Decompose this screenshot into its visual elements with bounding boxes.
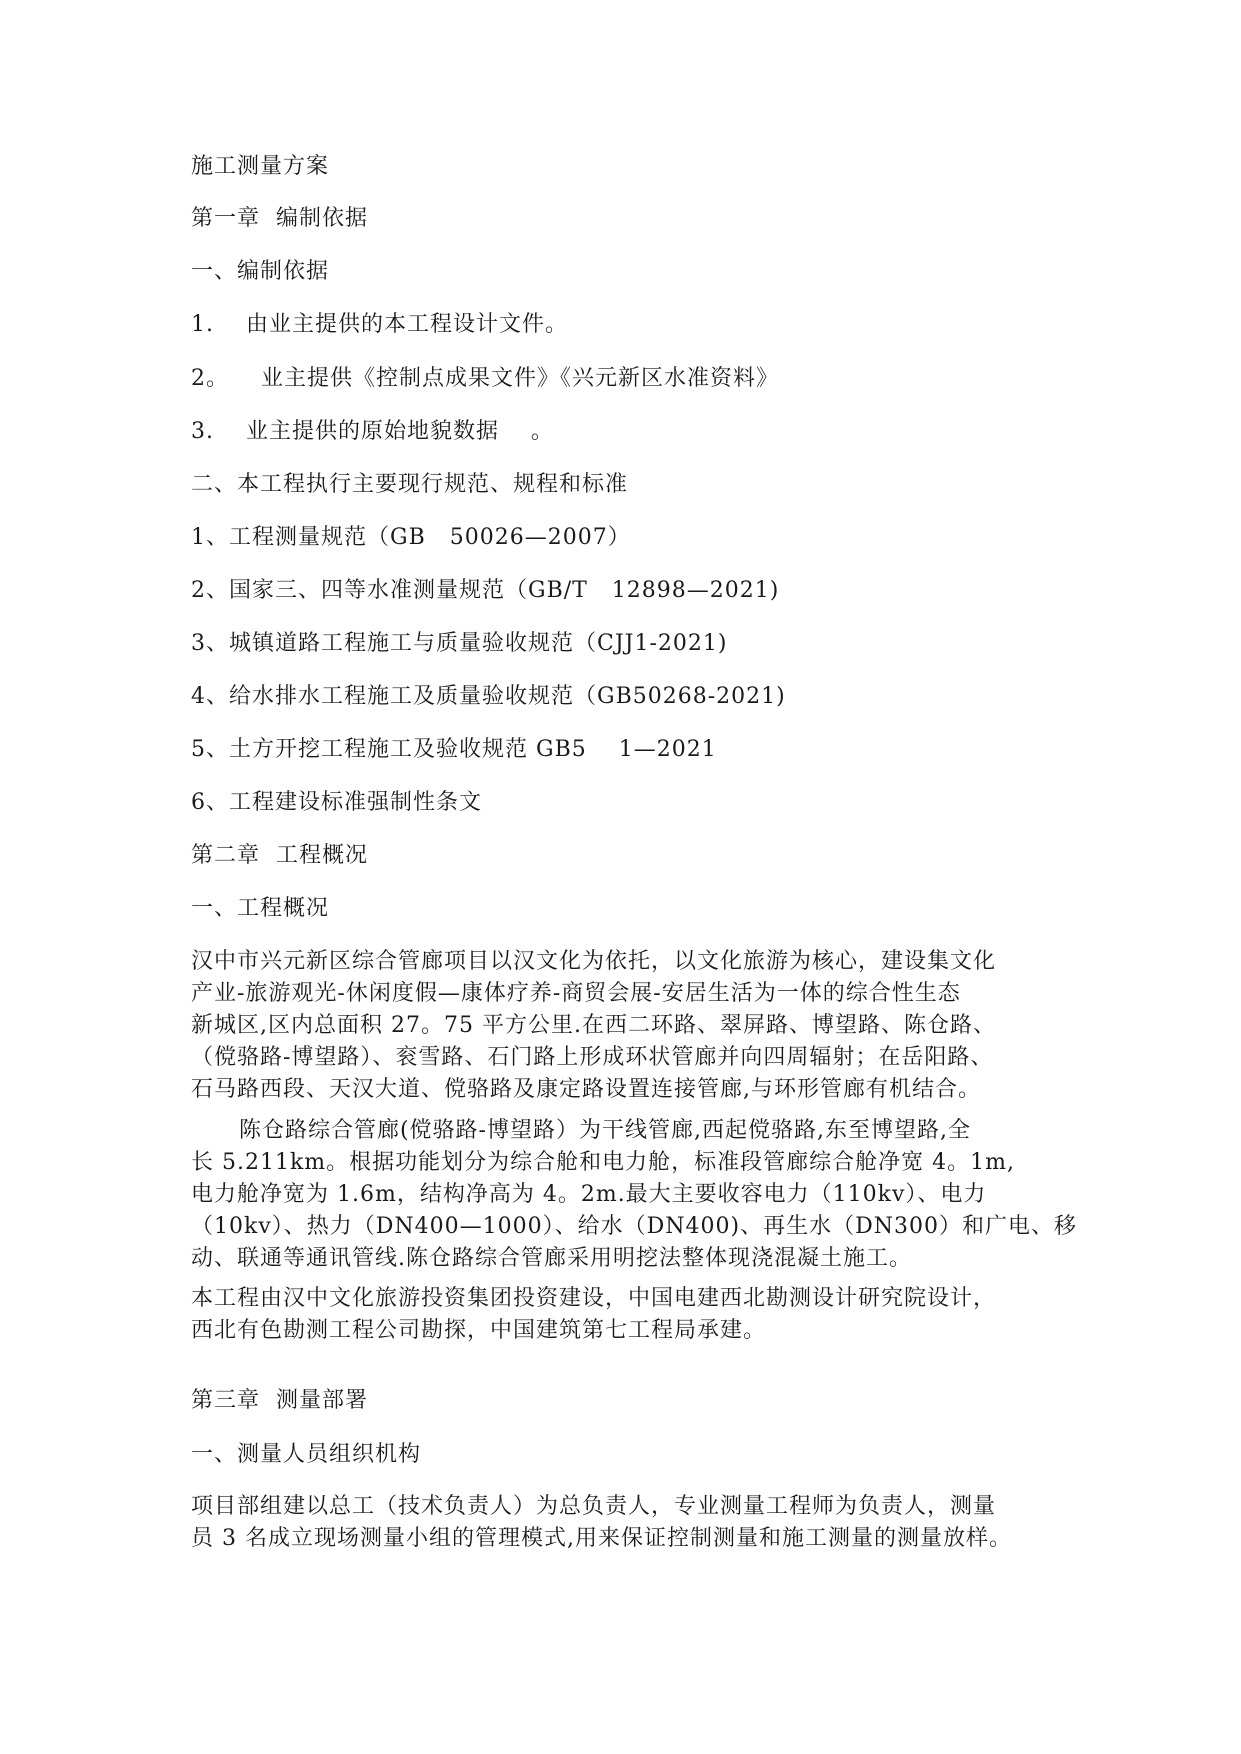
chapter-2-heading: 第二章 工程概况: [191, 843, 368, 868]
list-item: 2。 业主提供《控制点成果文件》《兴元新区水准资料》: [191, 366, 779, 391]
list-item: 1、工程测量规范（GB 50026—2007）: [191, 525, 631, 550]
section-3-1-heading: 一、测量人员组织机构: [191, 1442, 422, 1467]
paragraph-line: 长 5.211km。根据功能划分为综合舱和电力舱，标准段管廊综合舱净宽 4。1m,: [191, 1150, 1016, 1175]
paragraph-line: 动、联通等通讯管线.陈仓路综合管廊采用明挖法整体现浇混凝土施工。: [191, 1246, 912, 1271]
list-item: 1. 由业主提供的本工程设计文件。: [191, 312, 568, 337]
paragraph-line: 新城区,区内总面积 27。75 平方公里.在西二环路、翠屏路、博望路、陈仓路、: [191, 1013, 996, 1038]
chapter-1-heading: 第一章 编制依据: [191, 206, 368, 231]
document-title: 施工测量方案: [191, 154, 330, 179]
paragraph-line: （10kv）、热力（DN400—1000）、给水（DN400)、再生水（DN300）和广电、移: [191, 1214, 1077, 1239]
section-1-1-heading: 一、编制依据: [191, 259, 330, 284]
overview-paragraph-2: [191, 1115, 1077, 1275]
list-item: 3. 业主提供的原始地貌数据 。: [191, 419, 554, 444]
paragraph-line: 项目部组建以总工（技术负责人）为总负责人，专业测量工程师为负责人，测量: [191, 1494, 997, 1519]
paragraph-line: （傥骆路-博望路）、衮雪路、石门路上形成环状管廊并向四周辐射；在岳阳路、: [191, 1045, 994, 1070]
list-item: 4、给水排水工程施工及质量验收规范（GB50268-2021): [191, 684, 786, 709]
list-item: 6、工程建设标准强制性条文: [191, 790, 482, 815]
section-1-2-heading: 二、本工程执行主要现行规范、规程和标准: [191, 472, 629, 497]
organization-paragraph: [191, 1491, 1053, 1555]
list-item: 3、城镇道路工程施工与质量验收规范（CJJ1-2021): [191, 631, 728, 656]
list-item: 2、国家三、四等水准测量规范（GB/T 12898—2021): [191, 578, 780, 603]
paragraph-line: 电力舱净宽为 1.6m，结构净高为 4。2m.最大主要收容电力（110kv）、电力: [191, 1182, 987, 1207]
paragraph-line: 产业-旅游观光-休闲度假—康体疗养-商贸会展-安居生活为一体的综合性生态: [191, 981, 961, 1006]
paragraph-line: 员 3 名成立现场测量小组的管理模式,用来保证控制测量和施工测量的测量放样。: [191, 1526, 1012, 1551]
paragraph-line: 汉中市兴元新区综合管廊项目以汉文化为依托，以文化旅游为核心，建设集文化: [191, 949, 997, 974]
paragraph-line: 陈仓路综合管廊(傥骆路-博望路）为干线管廊,西起傥骆路,东至博望路,全: [191, 1118, 971, 1143]
section-2-1-heading: 一、工程概况: [191, 896, 330, 921]
overview-paragraph-1: [191, 946, 1053, 1106]
paragraph-line: 西北有色勘测工程公司勘探，中国建筑第七工程局承建。: [191, 1318, 767, 1343]
paragraph-line: 本工程由汉中文化旅游投资集团投资建设，中国电建西北勘测设计研究院设计，: [191, 1286, 997, 1311]
overview-paragraph-3: [191, 1283, 1053, 1347]
paragraph-line: 石马路西段、天汉大道、傥骆路及康定路设置连接管廊,与环形管廊有机结合。: [191, 1077, 981, 1102]
list-item: 5、土方开挖工程施工及验收规范 GB5 1—2021: [191, 737, 717, 762]
chapter-3-heading: 第三章 测量部署: [191, 1388, 368, 1413]
